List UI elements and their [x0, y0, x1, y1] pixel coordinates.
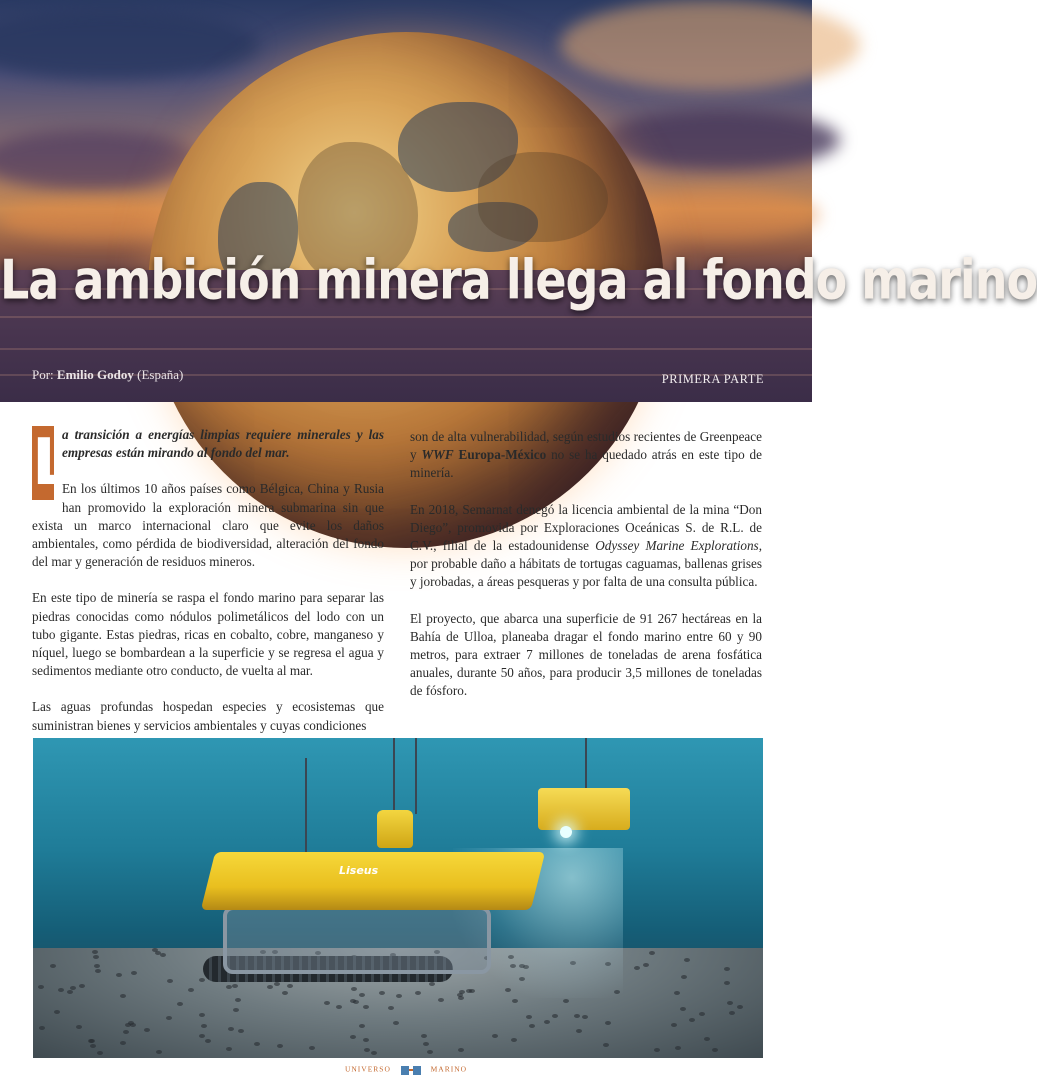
pebble	[228, 1027, 234, 1031]
pebble	[359, 1024, 365, 1028]
pebble	[226, 1047, 232, 1051]
pebble	[529, 1024, 535, 1028]
pebble	[116, 973, 122, 977]
small-rov	[538, 788, 630, 830]
seafloor-photo	[33, 738, 763, 1058]
pebble	[90, 1044, 96, 1048]
pebble	[277, 1044, 283, 1048]
rov-frame	[223, 906, 491, 974]
pebble	[689, 1018, 695, 1022]
logo-icon	[400, 1064, 422, 1076]
cable	[393, 738, 395, 818]
pebble	[388, 1006, 394, 1010]
pebble	[128, 1021, 134, 1025]
pebble	[359, 993, 365, 997]
pebble	[724, 981, 730, 985]
pebble	[712, 1048, 718, 1052]
pebble	[235, 998, 241, 1002]
pebble	[729, 1011, 735, 1015]
pebble	[371, 1051, 377, 1055]
pebble	[511, 1038, 517, 1042]
pebble	[552, 1014, 558, 1018]
rov-label: Liseus	[339, 864, 379, 877]
pebble	[79, 984, 85, 988]
pebble	[166, 1016, 172, 1020]
pebble	[512, 999, 518, 1003]
pebble	[544, 1020, 550, 1024]
pebble	[654, 1048, 660, 1052]
paragraph: El proyecto, que abarca una superficie de 91 267 hectáreas en la Bahía de Ulloa, planeaba dragar el fondo marino entre 60 y 90 metros, para extraer 7 millones de toneladas de arena fosfática anuales, durante 50 años, para producir 3,5 millones de toneladas de fósforo.	[410, 610, 762, 699]
pebble	[233, 1008, 239, 1012]
text-segment: En 2018, Semarnat denegó la licencia ambiental de la mina “Don Diego”, promovida por Exploraciones Oceánicas S. de R.L. de C.V., filial de la estadounidense	[410, 501, 762, 554]
company-name: Odyssey Marine Explorations	[595, 538, 759, 554]
pebble	[254, 1042, 260, 1046]
pebble	[379, 991, 385, 995]
lead-text: a transición a energías limpias requiere minerales y las empresas están mirando al fondo del mar.	[62, 427, 384, 461]
pebble	[123, 1030, 129, 1034]
pebble	[120, 1041, 126, 1045]
pebble	[205, 1039, 211, 1043]
pebble	[727, 1001, 733, 1005]
footer	[0, 1064, 812, 1076]
paragraph: En este tipo de minería se raspa el fondo marino para separar las piedras conocidas como nódulos polimetálicos del lodo con un tubo gigante. Estas piedras, ricas en cobalto, cobre, manganeso y níquel, luego se bombardean a la superficie y se regresa el agua y sedimentos mediante otro conducto, de vuelta al mar.	[32, 590, 384, 679]
pebble	[643, 963, 649, 967]
pebble	[563, 999, 569, 1003]
pebble	[427, 1050, 433, 1054]
pebble	[76, 1025, 82, 1029]
pebble	[238, 1029, 244, 1033]
pebble	[393, 1021, 399, 1025]
pebble	[267, 985, 273, 989]
article-title: La ambición minera llega al fondo marino	[0, 248, 1037, 312]
pebble	[396, 994, 402, 998]
paragraph	[410, 501, 762, 592]
hero-image	[0, 0, 1037, 402]
pebble	[152, 948, 158, 952]
pebble	[704, 1037, 710, 1041]
text-segment: no se ha quedado atrás en este tipo de minería.	[410, 447, 762, 481]
drop-cap: L	[32, 426, 73, 500]
pebble	[188, 988, 194, 992]
pebble	[38, 985, 44, 989]
pebble	[287, 984, 293, 988]
paragraph: Las aguas profundas hospedan especies y ecosistemas que suministran bienes y servicios ambientales y cuyas condiciones	[32, 699, 384, 733]
pebble	[421, 1034, 427, 1038]
pebble	[649, 951, 655, 955]
paragraph	[410, 428, 762, 483]
pebble	[39, 1026, 45, 1030]
column-right	[410, 428, 762, 719]
pebble	[724, 967, 730, 971]
part-label: PRIMERA PARTE	[661, 372, 764, 386]
pebble	[54, 1010, 60, 1014]
continent	[478, 152, 608, 242]
pebble	[58, 988, 64, 992]
pebble	[199, 1034, 205, 1038]
pebble	[336, 1005, 342, 1009]
pebble	[156, 1050, 162, 1054]
text-segment: WWF	[421, 447, 454, 463]
pebble	[274, 982, 280, 986]
cloud	[0, 10, 260, 80]
footer-left: UNIVERSO	[344, 1064, 391, 1074]
pebble	[603, 1043, 609, 1047]
author-country: (España)	[137, 367, 184, 382]
author-name: Emilio Godoy	[56, 367, 134, 382]
lead-paragraph	[32, 426, 384, 500]
pebble	[232, 984, 238, 988]
buoy	[377, 810, 413, 848]
text-segment: son de alta vulnerabilidad, según estudios recientes de Greenpeace y	[410, 429, 762, 463]
pebble	[131, 971, 137, 975]
pebble	[684, 958, 690, 962]
pebble	[350, 1035, 356, 1039]
pebble	[67, 990, 73, 994]
pebble	[364, 1048, 370, 1052]
cloud	[560, 0, 860, 90]
pebble	[582, 1015, 588, 1019]
pebble	[605, 1021, 611, 1025]
cable	[305, 758, 307, 858]
pebble	[680, 1007, 686, 1011]
rov-lamp	[560, 826, 572, 838]
pebble	[160, 953, 166, 957]
pebble	[526, 1015, 532, 1019]
pebble	[574, 1014, 580, 1018]
pebble	[363, 1005, 369, 1009]
footer-right: MARINO	[430, 1064, 468, 1074]
pebble	[120, 994, 126, 998]
pebble	[415, 991, 421, 995]
pebble	[167, 979, 173, 983]
pebble	[438, 998, 444, 1002]
pebble	[699, 1012, 705, 1016]
pebble	[94, 964, 100, 968]
pebble	[92, 950, 98, 954]
pebble	[70, 986, 76, 990]
byline	[32, 367, 183, 383]
wave	[0, 316, 812, 318]
cable	[585, 738, 587, 790]
pebble	[492, 1034, 498, 1038]
pebble	[363, 1038, 369, 1042]
wave	[0, 348, 812, 350]
pebble	[201, 1024, 207, 1028]
paragraph: En los últimos 10 años países como Bélgica, China y Rusia han promovido la exploración minera submarina sin que exista un marco internacional claro que evite los daños ambientales, como pérdida de biodiversidad, alteración del fondo del mar y generación de residuos mineros.	[32, 481, 384, 570]
pebble	[458, 1048, 464, 1052]
pebble	[199, 978, 205, 982]
text-segment: Europa-México	[453, 447, 547, 463]
pebble	[309, 1046, 315, 1050]
pebble	[177, 1002, 183, 1006]
pebble	[95, 969, 101, 973]
pebble	[93, 955, 99, 959]
pebble	[282, 991, 288, 995]
column-left	[32, 426, 384, 753]
pebble	[576, 1029, 582, 1033]
pebble	[737, 1005, 743, 1009]
cloud	[0, 130, 200, 190]
pebble	[324, 1001, 330, 1005]
cloud	[600, 110, 840, 170]
pebble	[88, 1039, 94, 1043]
rov-body	[201, 852, 545, 910]
pebble	[675, 1046, 681, 1050]
pebble	[50, 964, 56, 968]
pebble	[423, 1042, 429, 1046]
pebble	[634, 966, 640, 970]
byline-prefix: Por:	[32, 367, 54, 382]
pebble	[351, 987, 357, 991]
pebble	[97, 1051, 103, 1055]
cable	[415, 738, 417, 814]
pebble	[674, 991, 680, 995]
text-segment: , por probable daño a hábitats de tortugas caguamas, ballenas grises y jorobadas, a áreas pesqueras y por falta de una consulta pública.	[410, 538, 762, 590]
pebble	[671, 1023, 677, 1027]
pebble	[681, 975, 687, 979]
pebble	[429, 982, 435, 986]
pebble	[144, 1028, 150, 1032]
pebble	[350, 999, 356, 1003]
pebble	[199, 1013, 205, 1017]
